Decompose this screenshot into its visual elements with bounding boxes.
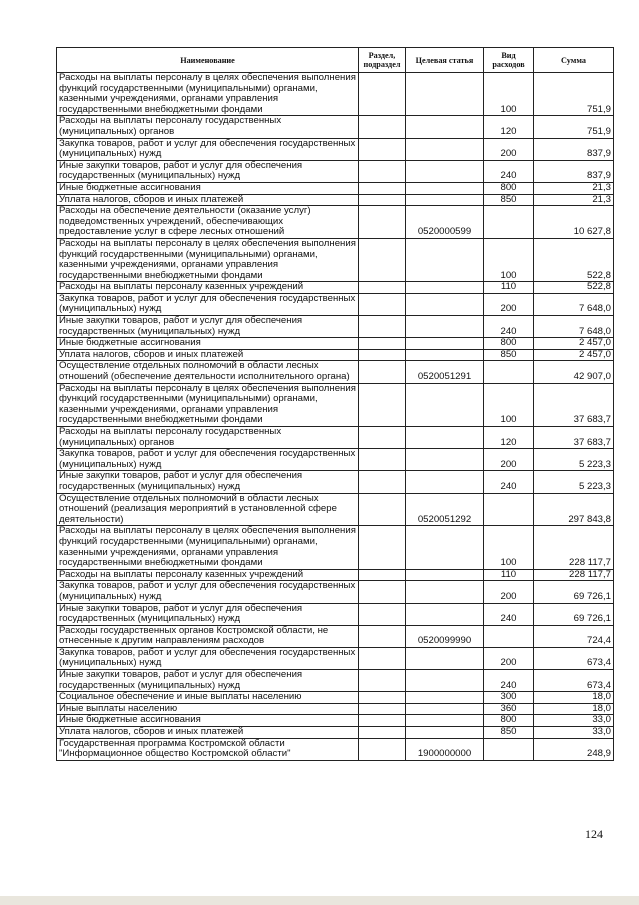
cell-vid: 240 — [484, 603, 534, 625]
cell-summa: 21,3 — [534, 182, 614, 194]
cell-vid: 850 — [484, 727, 534, 739]
cell-celevaya: 0520099990 — [406, 625, 484, 647]
cell-razdel — [359, 116, 406, 138]
cell-vid: 240 — [484, 316, 534, 338]
cell-razdel — [359, 493, 406, 526]
cell-celevaya — [406, 703, 484, 715]
cell-name: Закупка товаров, работ и услуг для обеспечения государственных (муниципальных) нужд — [57, 647, 359, 669]
cell-vid: 240 — [484, 670, 534, 692]
table-row — [57, 670, 614, 692]
cell-celevaya — [406, 116, 484, 138]
cell-name: Иные закупки товаров, работ и услуг для обеспечения государственных (муниципальных) нужд — [57, 316, 359, 338]
cell-razdel — [359, 206, 406, 239]
cell-name: Расходы на выплаты персоналу в целях обеспечения выполнения функций государственными (муниципальными) органами, казенными учреждениями, органами управления государственными внебюджетными фондами — [57, 73, 359, 116]
cell-celevaya — [406, 715, 484, 727]
cell-razdel — [359, 647, 406, 669]
table-row — [57, 738, 614, 760]
cell-razdel — [359, 293, 406, 315]
cell-vid: 200 — [484, 581, 534, 603]
cell-summa: 10 627,8 — [534, 206, 614, 239]
table-row — [57, 206, 614, 239]
cell-summa: 228 117,7 — [534, 526, 614, 569]
cell-summa: 18,0 — [534, 692, 614, 704]
table-row — [57, 625, 614, 647]
table-row — [57, 427, 614, 449]
cell-name: Расходы на выплаты персоналу казенных учреждений — [57, 569, 359, 581]
cell-razdel — [359, 569, 406, 581]
table-row — [57, 361, 614, 383]
cell-razdel — [359, 526, 406, 569]
cell-vid — [484, 738, 534, 760]
cell-name: Иные закупки товаров, работ и услуг для обеспечения государственных (муниципальных) нужд — [57, 160, 359, 182]
cell-vid: 240 — [484, 160, 534, 182]
cell-celevaya: 0520051291 — [406, 361, 484, 383]
cell-name: Уплата налогов, сборов и иных платежей — [57, 727, 359, 739]
cell-name: Иные бюджетные ассигнования — [57, 338, 359, 350]
cell-name: Расходы на обеспечение деятельности (оказание услуг) подведомственных учреждений, обеспечивающих предоставление услуг в сфере лесных отношений — [57, 206, 359, 239]
page-number: 124 — [585, 827, 603, 841]
cell-summa: 837,9 — [534, 160, 614, 182]
cell-vid: 100 — [484, 526, 534, 569]
cell-celevaya: 0520000599 — [406, 206, 484, 239]
table-row — [57, 282, 614, 294]
cell-razdel — [359, 715, 406, 727]
cell-summa: 673,4 — [534, 670, 614, 692]
cell-summa: 69 726,1 — [534, 603, 614, 625]
cell-vid: 800 — [484, 338, 534, 350]
cell-celevaya — [406, 194, 484, 206]
cell-celevaya — [406, 160, 484, 182]
cell-razdel — [359, 160, 406, 182]
table-row — [57, 692, 614, 704]
cell-vid: 110 — [484, 569, 534, 581]
table-row — [57, 194, 614, 206]
cell-name: Расходы на выплаты персоналу в целях обеспечения выполнения функций государственными (муниципальными) органами, казенными учреждениями, органами управления государственными внебюджетными фондами — [57, 383, 359, 426]
cell-summa: 33,0 — [534, 727, 614, 739]
cell-razdel — [359, 603, 406, 625]
cell-razdel — [359, 361, 406, 383]
cell-vid: 120 — [484, 427, 534, 449]
cell-razdel — [359, 727, 406, 739]
cell-name: Закупка товаров, работ и услуг для обеспечения государственных (муниципальных) нужд — [57, 449, 359, 471]
cell-razdel — [359, 73, 406, 116]
cell-razdel — [359, 692, 406, 704]
cell-celevaya — [406, 383, 484, 426]
cell-celevaya — [406, 692, 484, 704]
header-razdel: Раздел, подраздел — [359, 48, 406, 73]
cell-celevaya — [406, 526, 484, 569]
cell-vid: 300 — [484, 692, 534, 704]
cell-celevaya — [406, 647, 484, 669]
cell-celevaya — [406, 182, 484, 194]
cell-celevaya — [406, 138, 484, 160]
cell-razdel — [359, 182, 406, 194]
cell-vid: 120 — [484, 116, 534, 138]
cell-summa: 2 457,0 — [534, 349, 614, 361]
budget-table — [56, 47, 614, 761]
cell-celevaya: 1900000000 — [406, 738, 484, 760]
cell-razdel — [359, 316, 406, 338]
cell-vid: 110 — [484, 282, 534, 294]
cell-celevaya — [406, 338, 484, 350]
cell-celevaya — [406, 316, 484, 338]
cell-summa: 37 683,7 — [534, 383, 614, 426]
table-row — [57, 182, 614, 194]
cell-vid: 850 — [484, 194, 534, 206]
cell-name: Иные выплаты населению — [57, 703, 359, 715]
cell-vid: 200 — [484, 449, 534, 471]
header-summa: Сумма — [534, 48, 614, 73]
cell-name: Расходы на выплаты персоналу в целях обеспечения выполнения функций государственными (муниципальными) органами, казенными учреждениями, органами управления государственными внебюджетными фондами — [57, 238, 359, 281]
header-celevaya: Целевая статья — [406, 48, 484, 73]
cell-celevaya — [406, 569, 484, 581]
cell-celevaya — [406, 73, 484, 116]
cell-razdel — [359, 238, 406, 281]
cell-razdel — [359, 383, 406, 426]
cell-vid: 200 — [484, 647, 534, 669]
cell-celevaya — [406, 282, 484, 294]
cell-celevaya — [406, 603, 484, 625]
cell-summa: 751,9 — [534, 116, 614, 138]
cell-razdel — [359, 738, 406, 760]
cell-razdel — [359, 282, 406, 294]
table-row — [57, 493, 614, 526]
table-row — [57, 238, 614, 281]
cell-vid — [484, 625, 534, 647]
page-bottom-edge — [0, 896, 639, 905]
table-body — [57, 73, 614, 761]
cell-vid: 800 — [484, 182, 534, 194]
table-row — [57, 715, 614, 727]
cell-summa: 297 843,8 — [534, 493, 614, 526]
cell-celevaya — [406, 427, 484, 449]
cell-razdel — [359, 471, 406, 493]
table-row — [57, 603, 614, 625]
cell-vid — [484, 206, 534, 239]
table-row — [57, 160, 614, 182]
cell-name: Расходы на выплаты персоналу в целях обеспечения выполнения функций государственными (муниципальными) органами, казенными учреждениями, органами управления государственными внебюджетными фондами — [57, 526, 359, 569]
table-row — [57, 383, 614, 426]
cell-vid: 360 — [484, 703, 534, 715]
cell-razdel — [359, 138, 406, 160]
table-row — [57, 293, 614, 315]
cell-summa: 2 457,0 — [534, 338, 614, 350]
cell-summa: 69 726,1 — [534, 581, 614, 603]
cell-summa: 751,9 — [534, 73, 614, 116]
cell-celevaya — [406, 349, 484, 361]
cell-summa: 21,3 — [534, 194, 614, 206]
cell-razdel — [359, 349, 406, 361]
cell-name: Закупка товаров, работ и услуг для обеспечения государственных (муниципальных) нужд — [57, 581, 359, 603]
table-row — [57, 703, 614, 715]
cell-summa: 724,4 — [534, 625, 614, 647]
cell-razdel — [359, 625, 406, 647]
cell-vid: 240 — [484, 471, 534, 493]
table-row — [57, 116, 614, 138]
cell-name: Расходы государственных органов Костромской области, не отнесенные к другим направлениям расходов — [57, 625, 359, 647]
cell-celevaya — [406, 727, 484, 739]
cell-summa: 18,0 — [534, 703, 614, 715]
table-row — [57, 581, 614, 603]
table-row — [57, 73, 614, 116]
cell-name: Расходы на выплаты персоналу государственных (муниципальных) органов — [57, 116, 359, 138]
cell-name: Иные закупки товаров, работ и услуг для обеспечения государственных (муниципальных) нужд — [57, 471, 359, 493]
cell-vid: 100 — [484, 383, 534, 426]
cell-summa: 42 907,0 — [534, 361, 614, 383]
cell-vid — [484, 493, 534, 526]
table-row — [57, 316, 614, 338]
cell-summa: 33,0 — [534, 715, 614, 727]
cell-vid — [484, 361, 534, 383]
cell-name: Осуществление отдельных полномочий в области лесных отношений (реализация мероприятий в установленной сфере деятельности) — [57, 493, 359, 526]
cell-razdel — [359, 427, 406, 449]
table-row — [57, 138, 614, 160]
cell-razdel — [359, 194, 406, 206]
cell-vid: 800 — [484, 715, 534, 727]
cell-name: Иные закупки товаров, работ и услуг для обеспечения государственных (муниципальных) нужд — [57, 670, 359, 692]
cell-celevaya — [406, 449, 484, 471]
cell-celevaya — [406, 471, 484, 493]
cell-name: Закупка товаров, работ и услуг для обеспечения государственных (муниципальных) нужд — [57, 138, 359, 160]
cell-summa: 248,9 — [534, 738, 614, 760]
cell-vid: 100 — [484, 73, 534, 116]
cell-name: Расходы на выплаты персоналу государственных (муниципальных) органов — [57, 427, 359, 449]
cell-name: Расходы на выплаты персоналу казенных учреждений — [57, 282, 359, 294]
cell-name: Уплата налогов, сборов и иных платежей — [57, 349, 359, 361]
cell-summa: 228 117,7 — [534, 569, 614, 581]
cell-name: Иные закупки товаров, работ и услуг для обеспечения государственных (муниципальных) нужд — [57, 603, 359, 625]
cell-razdel — [359, 581, 406, 603]
cell-summa: 5 223,3 — [534, 449, 614, 471]
table-row — [57, 727, 614, 739]
cell-razdel — [359, 670, 406, 692]
cell-summa: 7 648,0 — [534, 293, 614, 315]
table-row — [57, 526, 614, 569]
table-row — [57, 338, 614, 350]
cell-vid: 850 — [484, 349, 534, 361]
cell-celevaya — [406, 581, 484, 603]
cell-celevaya: 0520051292 — [406, 493, 484, 526]
cell-name: Иные бюджетные ассигнования — [57, 182, 359, 194]
cell-name: Закупка товаров, работ и услуг для обеспечения государственных (муниципальных) нужд — [57, 293, 359, 315]
cell-vid: 100 — [484, 238, 534, 281]
cell-vid: 200 — [484, 138, 534, 160]
cell-name: Уплата налогов, сборов и иных платежей — [57, 194, 359, 206]
cell-summa: 5 223,3 — [534, 471, 614, 493]
cell-celevaya — [406, 238, 484, 281]
cell-razdel — [359, 703, 406, 715]
table-row — [57, 449, 614, 471]
cell-celevaya — [406, 670, 484, 692]
cell-summa: 7 648,0 — [534, 316, 614, 338]
table-row — [57, 349, 614, 361]
header-vid: Вид расходов — [484, 48, 534, 73]
table-row — [57, 647, 614, 669]
cell-razdel — [359, 449, 406, 471]
cell-razdel — [359, 338, 406, 350]
cell-summa: 522,8 — [534, 282, 614, 294]
cell-vid: 200 — [484, 293, 534, 315]
cell-summa: 37 683,7 — [534, 427, 614, 449]
cell-summa: 837,9 — [534, 138, 614, 160]
cell-name: Государственная программа Костромской области "Информационное общество Костромской области" — [57, 738, 359, 760]
table-row — [57, 569, 614, 581]
cell-name: Иные бюджетные ассигнования — [57, 715, 359, 727]
header-name: Наименование — [57, 48, 359, 73]
table-row — [57, 471, 614, 493]
table-header-row — [57, 48, 614, 73]
cell-summa: 673,4 — [534, 647, 614, 669]
cell-summa: 522,8 — [534, 238, 614, 281]
cell-name: Социальное обеспечение и иные выплаты населению — [57, 692, 359, 704]
cell-celevaya — [406, 293, 484, 315]
cell-name: Осуществление отдельных полномочий в области лесных отношений (обеспечение деятельности исполнительного органа) — [57, 361, 359, 383]
